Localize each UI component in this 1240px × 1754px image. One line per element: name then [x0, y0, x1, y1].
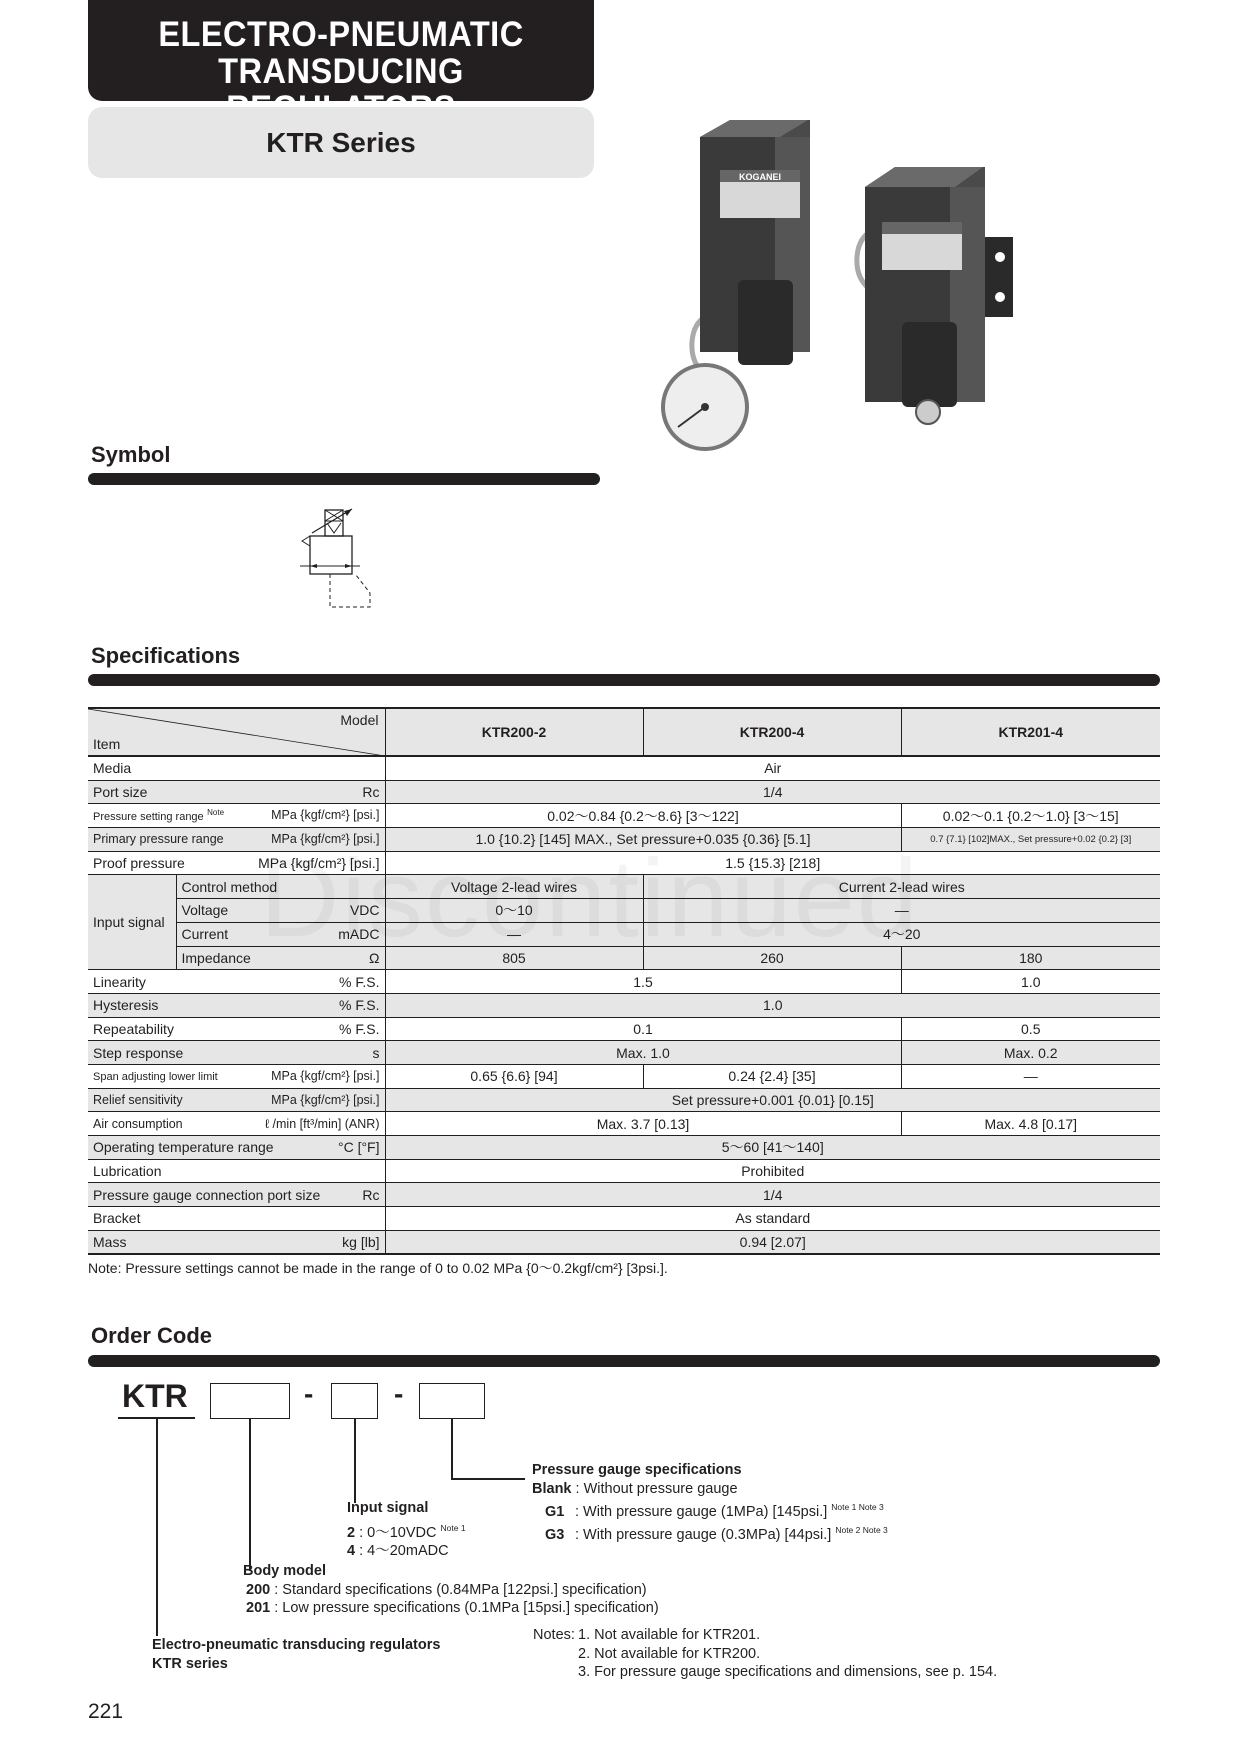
row-value: — — [385, 922, 643, 946]
table-row — [88, 1017, 1160, 1041]
label-text: Linearity — [93, 973, 146, 990]
regulator-ktr200-with-gauge — [663, 120, 810, 449]
table-row — [88, 1041, 1160, 1065]
gauge-spec-code-box — [419, 1383, 485, 1419]
option-code: 4 — [347, 1542, 356, 1559]
connector-line-gauge-spec-h — [451, 1478, 525, 1480]
series-label-line-1: Electro-pneumatic transducing regulators — [152, 1637, 441, 1653]
row-label — [176, 899, 385, 923]
unit-text: mADC — [338, 926, 380, 943]
item-header-label: Item — [93, 736, 121, 752]
label-text: Air consumption — [93, 1116, 183, 1131]
connector-line-input-signal — [354, 1419, 356, 1503]
label-text: Relief sensitivity — [93, 1092, 183, 1107]
brand-label: KOGANEI — [738, 172, 782, 182]
label-text: Step response — [93, 1044, 184, 1061]
gauge-option-blank — [532, 1480, 888, 1499]
table-row — [88, 899, 1160, 923]
row-value: Voltage 2-lead wires — [385, 875, 643, 899]
row-value: 1.0 {10.2} [145] MAX., Set pressure+0.035 {0.36} [5.1] — [385, 828, 901, 852]
row-value: As standard — [385, 1207, 1160, 1231]
label-text: Proof pressure — [93, 855, 185, 872]
title-line-2: TRANSDUCING — [218, 52, 464, 91]
note-ref: Note 1 — [440, 1522, 466, 1533]
row-label — [88, 993, 385, 1017]
body-model-code-box — [210, 1383, 290, 1419]
label-text: Pressure gauge connection port size — [93, 1186, 321, 1203]
row-label — [88, 1183, 385, 1207]
row-label — [176, 875, 385, 899]
gauge-spec-block — [532, 1461, 888, 1545]
connector-line-body-model — [249, 1419, 251, 1571]
code-separator: - — [304, 1378, 314, 1409]
option-code: Blank — [532, 1480, 572, 1497]
symbol-section-divider — [88, 473, 600, 485]
symbol-section-title: Symbol — [91, 442, 171, 467]
series-subtitle: KTR Series — [88, 107, 594, 178]
note-ref: Note 2 Note 3 — [835, 1525, 888, 1536]
label-text: Lubrication — [93, 1163, 162, 1180]
row-value: 1.0 — [385, 993, 1160, 1017]
option-desc: : Standard specifications (0.84MPa [122psi.] specification) — [274, 1581, 647, 1598]
regulator-ktr201-with-bracket — [857, 167, 1013, 424]
row-value: 1.0 — [901, 970, 1160, 994]
model-item-header — [88, 708, 385, 756]
table-row — [88, 1183, 1160, 1207]
row-value: 0.65 {6.6} [94] — [385, 1064, 643, 1088]
unit-text: MPa {kgf/cm²} [psi.] — [258, 855, 380, 872]
row-value: 0.5 — [901, 1017, 1160, 1041]
model-ktr201-4: KTR201-4 — [901, 708, 1160, 756]
row-value: 1.5 {15.3} [218] — [385, 851, 1160, 875]
series-description — [152, 1636, 440, 1673]
order-code-section-title: Order Code — [91, 1323, 213, 1348]
row-value: Current 2-lead wires — [643, 875, 1160, 899]
table-row — [88, 1230, 1160, 1254]
table-row — [88, 780, 1160, 804]
option-desc: : With pressure gauge (1MPa) [145psi.] — [575, 1503, 828, 1520]
row-label — [88, 1088, 385, 1112]
unit-text: ℓ /min [ft³/min] (ANR) — [265, 1116, 380, 1131]
unit-text: MPa {kgf/cm²} [psi.] — [271, 808, 380, 823]
row-value: 180 — [901, 946, 1160, 970]
row-label — [88, 1112, 385, 1136]
order-code-notes — [533, 1626, 997, 1682]
row-value: — — [901, 1064, 1160, 1088]
row-value: Air — [385, 756, 1160, 780]
unit-text: Rc — [362, 784, 380, 801]
option-desc: : 4〜20mADC — [359, 1542, 449, 1559]
pneumatic-symbol-icon — [300, 505, 400, 615]
option-code: G1 — [545, 1503, 565, 1520]
model-ktr200-2: KTR200-2 — [385, 708, 643, 756]
input-option-2 — [347, 1519, 466, 1542]
label-text: Repeatability — [93, 1020, 174, 1037]
table-row — [88, 1207, 1160, 1231]
table-row — [88, 946, 1160, 970]
label-text: Control method — [181, 878, 278, 895]
option-code: 2 — [347, 1524, 356, 1541]
label-text: Pressure setting range — [93, 811, 204, 824]
row-label — [88, 1136, 385, 1160]
table-row — [88, 851, 1160, 875]
code-separator: - — [394, 1378, 404, 1409]
body-model-block — [243, 1562, 659, 1618]
page-number: 221 — [88, 1700, 124, 1723]
table-row — [88, 1159, 1160, 1183]
title-line-1: ELECTRO-PNEUMATIC — [158, 15, 524, 54]
notes-label: Notes: — [533, 1627, 575, 1643]
unit-text: s — [372, 1044, 380, 1061]
row-label — [88, 828, 385, 852]
unit-text: kg [lb] — [342, 1234, 380, 1251]
input-signal-group-label: Input signal — [88, 875, 176, 970]
option-desc: : 0〜10VDC — [359, 1524, 437, 1541]
catalog-title-banner — [88, 0, 594, 101]
row-value: Max. 1.0 — [385, 1041, 901, 1065]
unit-text: MPa {kgf/cm²} [psi.] — [271, 1092, 380, 1107]
label-text: Current — [181, 926, 229, 943]
option-code: 201 — [246, 1600, 271, 1616]
row-value: Max. 0.2 — [901, 1041, 1160, 1065]
row-value: 0.24 {2.4} [35] — [643, 1064, 901, 1088]
row-label — [88, 804, 385, 828]
row-label — [88, 1159, 385, 1183]
note-ref: Note — [207, 808, 225, 818]
input-option-4 — [347, 1542, 466, 1561]
row-value: 0.02〜0.84 {0.2〜8.6} [3〜122] — [385, 804, 901, 828]
table-row — [88, 756, 1160, 780]
row-label — [176, 922, 385, 946]
label-text: Bracket — [93, 1210, 141, 1227]
note-1 — [533, 1626, 997, 1645]
model-ktr200-4: KTR200-4 — [643, 708, 901, 756]
note-3: 3. For pressure gauge specifications and dimensions, see p. 154. — [578, 1664, 998, 1680]
specifications-table — [88, 707, 1160, 1255]
table-row — [88, 1088, 1160, 1112]
unit-text: VDC — [349, 902, 380, 919]
unit-text: MPa {kgf/cm²} [psi.] — [271, 1069, 380, 1084]
row-label — [88, 1041, 385, 1065]
row-value: 0.02〜0.1 {0.2〜1.0} [3〜15] — [901, 804, 1160, 828]
series-label-line-2: KTR series — [152, 1655, 228, 1672]
row-value: 1.5 — [385, 970, 901, 994]
table-row — [88, 993, 1160, 1017]
note-text: 1. Not available for KTR201. — [578, 1627, 761, 1643]
product-photo — [650, 112, 1170, 497]
row-value: 5〜60 [41〜140] — [385, 1136, 1160, 1160]
row-value: Prohibited — [385, 1159, 1160, 1183]
label-text: Mass — [93, 1234, 127, 1251]
table-row — [88, 1136, 1160, 1160]
row-value: 0.94 [2.07] — [385, 1230, 1160, 1254]
option-code: 200 — [246, 1581, 271, 1598]
row-label — [88, 756, 385, 780]
note-ref: Note 1 Note 3 — [831, 1502, 884, 1512]
row-label — [88, 851, 385, 875]
row-value: 0.7 {7.1} [102]MAX., Set pressure+0.02 {0.2} [3] — [901, 828, 1160, 852]
unit-text: % F.S. — [339, 973, 380, 990]
table-row — [88, 804, 1160, 828]
row-label — [88, 1064, 385, 1088]
row-value: 0.1 — [385, 1017, 901, 1041]
input-signal-title: Input signal — [347, 1500, 429, 1516]
unit-text: Rc — [362, 1186, 380, 1203]
label-text: Voltage — [181, 902, 229, 919]
order-code-section-divider — [88, 1355, 1160, 1367]
gauge-option-g1 — [532, 1498, 888, 1521]
order-code-prefix: KTR — [122, 1378, 188, 1414]
specifications-section-divider — [88, 674, 1160, 686]
row-label — [88, 970, 385, 994]
row-value: 260 — [643, 946, 901, 970]
input-signal-code-box — [331, 1383, 378, 1419]
body-option-201 — [243, 1599, 659, 1618]
table-row — [88, 1064, 1160, 1088]
gauge-option-g3 — [532, 1521, 888, 1544]
row-label — [88, 780, 385, 804]
table-header-row — [88, 708, 1160, 756]
table-row — [88, 875, 1160, 899]
row-value: 805 — [385, 946, 643, 970]
unit-text: Ω — [369, 949, 380, 966]
specifications-note: Note: Pressure settings cannot be made in the range of 0 to 0.02 MPa {0〜0.2kgf/cm²} [3psi.]. — [88, 1260, 668, 1276]
option-code: G3 — [545, 1527, 565, 1544]
model-header-label: Model — [340, 712, 379, 728]
label-text: Media — [93, 760, 132, 777]
row-value: — — [643, 899, 1160, 923]
row-value: Max. 4.8 [0.17] — [901, 1112, 1160, 1136]
row-value: 1/4 — [385, 1183, 1160, 1207]
row-value: Set pressure+0.001 {0.01} [0.15] — [385, 1088, 1160, 1112]
row-value: 1/4 — [385, 780, 1160, 804]
table-row — [88, 970, 1160, 994]
option-desc: : With pressure gauge (0.3MPa) [44psi.] — [575, 1527, 832, 1544]
connector-line-series — [156, 1418, 158, 1636]
row-label — [176, 946, 385, 970]
table-row — [88, 1112, 1160, 1136]
unit-text: % F.S. — [339, 1020, 380, 1037]
label-text: Hysteresis — [93, 997, 159, 1014]
note-2: 2. Not available for KTR200. — [578, 1645, 761, 1662]
row-label — [88, 1230, 385, 1254]
option-desc: : Low pressure specifications (0.1MPa [15psi.] specification) — [274, 1600, 659, 1616]
body-model-title: Body model — [243, 1563, 326, 1579]
input-signal-block — [347, 1499, 466, 1560]
row-label — [88, 1207, 385, 1231]
body-option-200 — [243, 1581, 659, 1600]
row-value: Max. 3.7 [0.13] — [385, 1112, 901, 1136]
table-row — [88, 828, 1160, 852]
unit-text: MPa {kgf/cm²} [psi.] — [271, 832, 380, 847]
unit-text: % F.S. — [339, 997, 380, 1014]
label-text: Span adjusting lower limit — [93, 1071, 218, 1084]
gauge-spec-title: Pressure gauge specifications — [532, 1462, 742, 1478]
label-text: Primary pressure range — [93, 832, 224, 847]
unit-text: °C [°F] — [337, 1139, 380, 1156]
option-desc: : Without pressure gauge — [575, 1480, 738, 1497]
row-value: 0〜10 — [385, 899, 643, 923]
table-row — [88, 922, 1160, 946]
connector-line-gauge-spec — [451, 1419, 453, 1479]
row-label — [88, 1017, 385, 1041]
row-value: 4〜20 — [643, 922, 1160, 946]
label-text: Operating temperature range — [93, 1139, 274, 1156]
label-text: Port size — [93, 784, 148, 801]
specifications-section-title: Specifications — [91, 643, 241, 668]
label-text: Impedance — [181, 949, 251, 966]
